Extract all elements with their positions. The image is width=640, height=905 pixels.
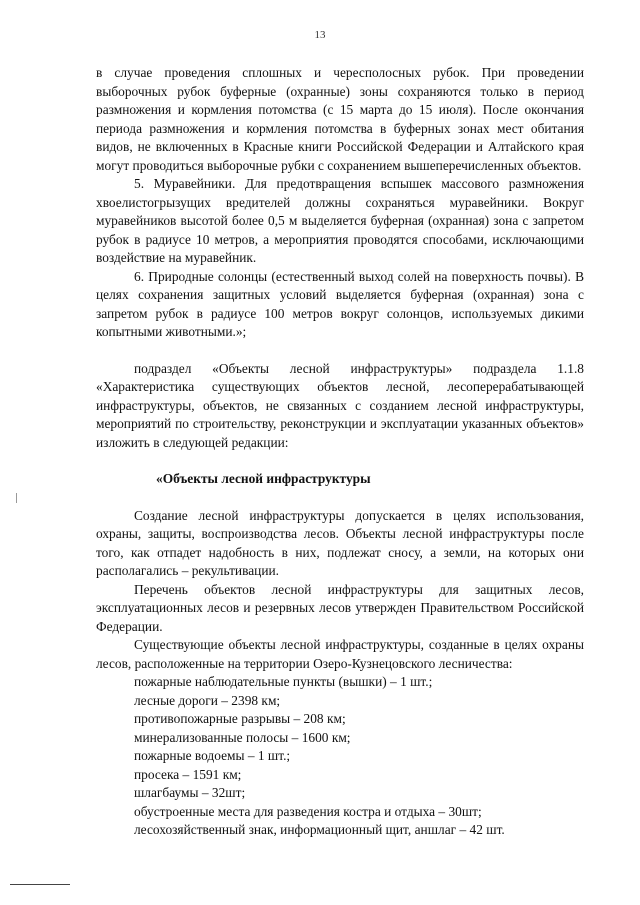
footer-rule [10,884,70,885]
list-item: пожарные наблюдательные пункты (вышки) – 1 шт.; [134,674,433,689]
infrastructure-list [96,673,584,840]
list-item: пожарные водоемы – 1 шт.; [134,748,291,763]
paragraph-amendment: подраздел «Объекты лесной инфраструктуры» подраздела 1.1.8 «Характеристика существующих объектов лесной, лесоперерабатывающей инфраструктуры, объектов, не связанных с созданием лесной инфраструктуры, мероприятий по строительству, реконструкции и эксплуатации указанных объектов» изложить в следующей редакции: [96,360,584,450]
margin-mark [16,493,17,503]
list-item: лесохозяйственный знак, информационный щит, аншлаг – 42 шт. [134,822,505,837]
paragraph-anthills: 5. Муравейники. Для предотвращения вспышек массового размножения хвоелистогрызущих вредителей должны сохраняться муравейники. Вокруг муравейников высотой более 0,5 м выделяется буферная (охранная) зона с запретом рубок в радиусе 10 метров, а мероприятия проводятся способами, исключающими воздействие на муравейник. [96,176,584,265]
list-item: противопожарные разрывы – 208 км; [134,711,346,726]
list-item: просека – 1591 км; [134,766,242,782]
list-item: шлагбаумы – 32шт; [134,785,246,800]
paragraph-infrastructure-list-approval: Перечень объектов лесной инфраструктуры для защитных лесов, эксплуатационных лесов и резервных лесов утвержден Правительством Российской Федерации. [96,581,584,634]
document-body [96,64,584,840]
list-item: обустроенные места для разведения костра и отдыха – 30шт; [134,803,482,819]
paragraph-salt-licks: 6. Природные солонцы (естественный выход солей на поверхность почвы). В целях сохранения защитных условий выделяется буферная (охранная) зона с запретом рубок в радиусе 100 метров вокруг солонцов, используемых дикими копытными животными.»; [96,268,584,339]
spacer [96,452,584,470]
list-item: минерализованные полосы – 1600 км; [134,729,351,745]
spacer [96,342,584,360]
paragraph-existing-objects: Существующие объекты лесной инфраструктуры, созданные в целях охраны лесов, расположенные на территории Озеро-Кузнецовского лесничества: [96,637,584,671]
paragraph-infrastructure-creation: Создание лесной инфраструктуры допускается в целях использования, охраны, защиты, воспроизводства лесов. Объекты лесной инфраструктуры после того, как отпадет надобность в них, подлежат сносу, а земли, на которых они располагались – рекультивации. [96,507,584,578]
page-number: 13 [314,29,326,41]
section-heading: «Объекты лесной инфраструктуры [156,471,371,486]
paragraph-buffer-zones: в случае проведения сплошных и чересполосных рубок. При проведении выборочных рубок буферные (охранные) зоны сохраняются только в период размножения и кормления потомства (с 15 марта до 15 июля). После окончания периода размножения и кормления потомства в буферных зонах мест обитания видов, не включенных в Красные книги Российской Федерации и Алтайского края могут проводиться выборочные рубки с сохранением вышеперечисленных объектов. [96,65,584,173]
list-item: лесные дороги – 2398 км; [134,692,281,708]
